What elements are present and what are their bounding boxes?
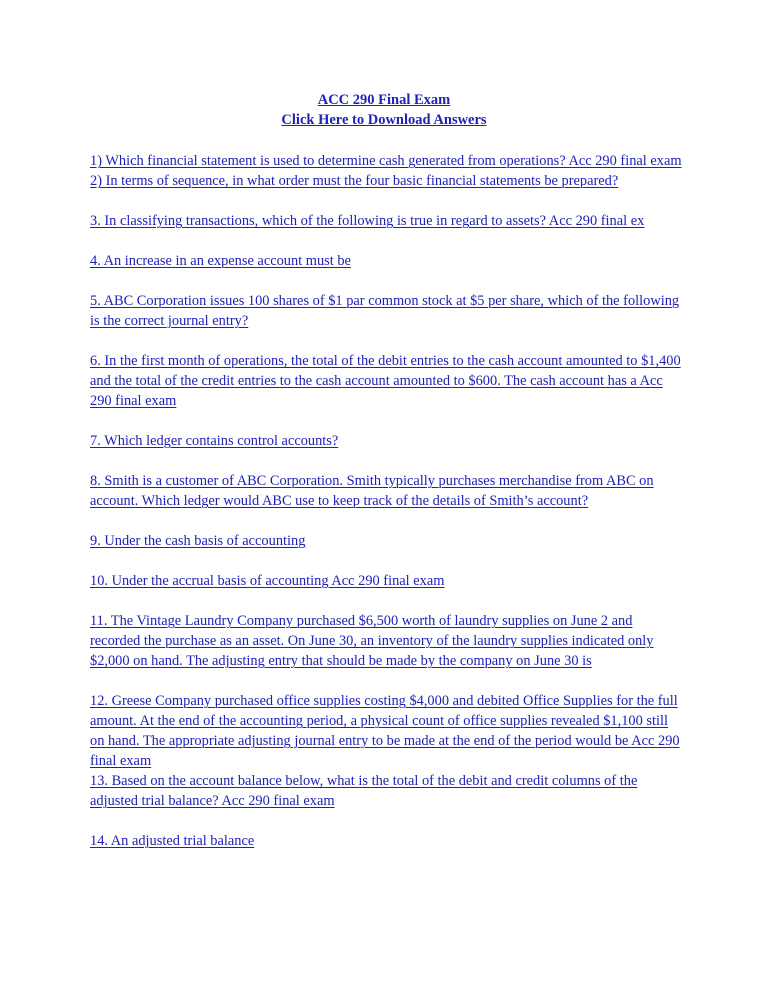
question-link-12[interactable]: 12. Greese Company purchased office supplies costing $4,000 and debited Office Supplies for the full amount. At the end of the accounting period, a physical count of office supplies revealed $1,100 still on hand. The appropriate adjusting journal entry to be made at the end of the period would be Acc 290 final exam: [90, 693, 680, 769]
question-link-14[interactable]: 14. An adjusted trial balance: [90, 833, 255, 849]
question-link-3[interactable]: 3. In classifying transactions, which of the following is true in regard to assets? Acc 290 final ex: [90, 213, 645, 229]
exam-title-link[interactable]: ACC 290 Final Exam: [317, 92, 451, 108]
question-link-1[interactable]: 1) Which financial statement is used to determine cash generated from operations? Acc 290 final exam: [90, 153, 682, 169]
question-link-6[interactable]: 6. In the first month of operations, the total of the debit entries to the cash account amounted to $1,400 and the total of the credit entries to the cash account amounted to $600. The cash account has a Acc 290 final exam: [90, 353, 681, 409]
question-link-13[interactable]: 13. Based on the account balance below, what is the total of the debit and credit columns of the adjusted trial balance? Acc 290 final exam: [90, 773, 638, 809]
question-link-10[interactable]: 10. Under the accrual basis of accounting Acc 290 final exam: [90, 573, 445, 589]
question-link-8[interactable]: 8. Smith is a customer of ABC Corporation. Smith typically purchases merchandise from ABC on account. Which ledger would ABC use to keep track of the details of Smith’s account?: [90, 473, 654, 509]
title-block: [0, 90, 768, 130]
question-link-4[interactable]: 4. An increase in an expense account must be: [90, 253, 351, 269]
question-link-2[interactable]: 2) In terms of sequence, in what order must the four basic financial statements be prepared?: [90, 173, 619, 189]
question-link-5[interactable]: 5. ABC Corporation issues 100 shares of $1 par common stock at $5 per share, which of the following is the correct journal entry?: [90, 293, 680, 329]
question-link-11[interactable]: 11. The Vintage Laundry Company purchased $6,500 worth of laundry supplies on June 2 and recorded the purchase as an asset. On June 30, an inventory of the laundry supplies indicated only $2,000 on hand. The adjusting entry that should be made by the company on June 30 is: [90, 613, 654, 669]
question-list: [90, 151, 682, 851]
question-link-9[interactable]: 9. Under the cash basis of accounting: [90, 533, 306, 549]
download-answers-link[interactable]: Click Here to Download Answers: [281, 112, 487, 128]
question-link-7[interactable]: 7. Which ledger contains control accounts?: [90, 433, 339, 449]
